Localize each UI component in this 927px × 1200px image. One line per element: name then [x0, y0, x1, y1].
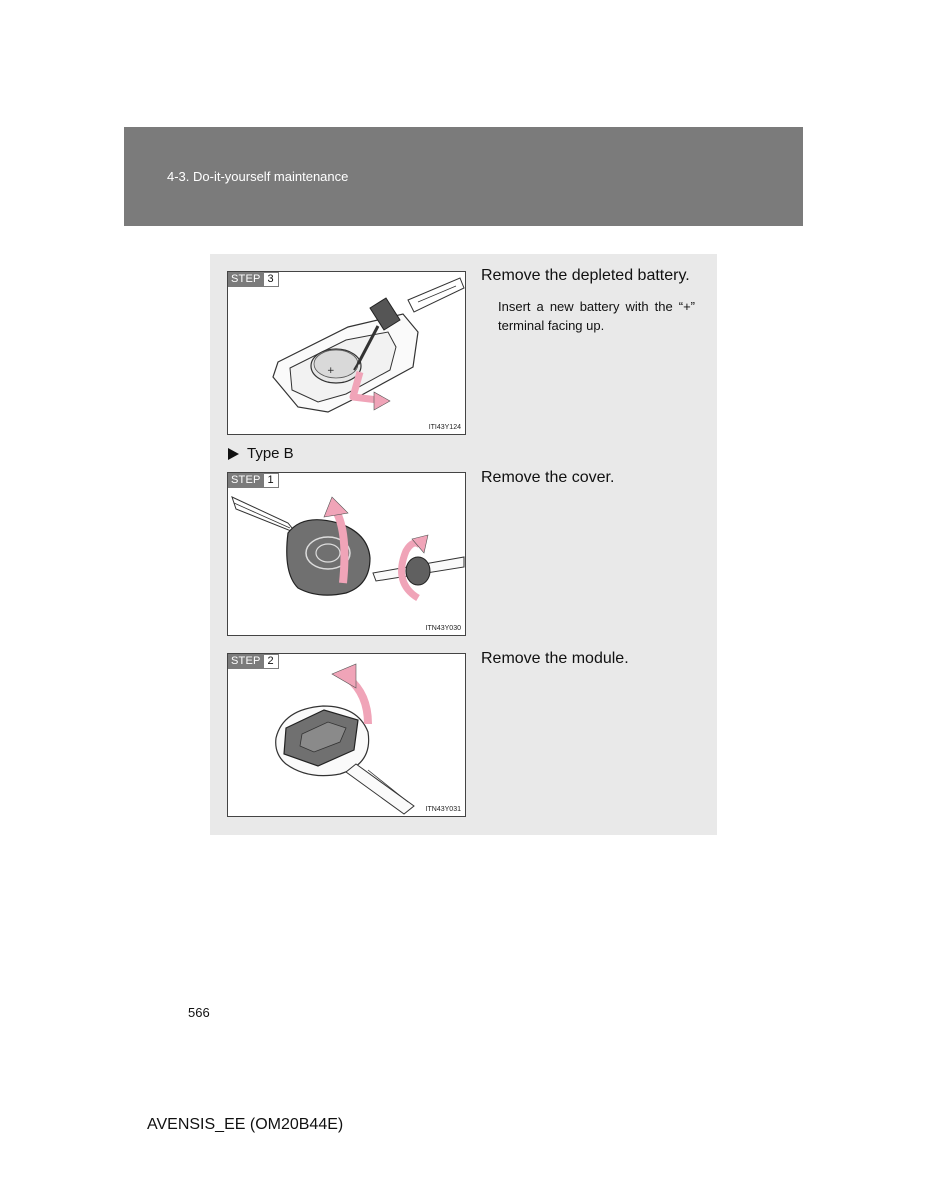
section-header	[124, 127, 803, 226]
step-2-figure	[227, 653, 466, 817]
battery-removal-illustration	[228, 272, 467, 436]
type-b-heading	[228, 445, 294, 462]
svg-text:+: +	[327, 366, 335, 376]
page-number: 566	[188, 1005, 210, 1020]
document-footer: AVENSIS_EE (OM20B44E)	[147, 1116, 344, 1133]
step-number: 3	[264, 272, 279, 287]
module-removal-illustration	[228, 654, 467, 818]
step-label: STEP	[228, 654, 264, 669]
section-title: 4-3. Do-it-yourself maintenance	[167, 169, 349, 184]
step-label: STEP	[228, 272, 264, 287]
battery-note: Insert a new battery with the “+” terminal facing up.	[498, 299, 695, 333]
cover-removal-illustration	[228, 473, 467, 637]
step-badge	[228, 272, 279, 287]
step-badge	[228, 654, 279, 669]
triangle-bullet-icon	[228, 448, 239, 460]
step-2-instruction: Remove the module.	[481, 650, 629, 667]
step-number: 1	[264, 473, 279, 488]
figure-code: ITI43Y124	[428, 424, 461, 431]
step-label: STEP	[228, 473, 264, 488]
step-1-figure	[227, 472, 466, 636]
step-badge	[228, 473, 279, 488]
step-number: 2	[264, 654, 279, 669]
figure-code: ITN43Y030	[425, 625, 461, 632]
type-b-label: Type B	[247, 445, 294, 462]
figure-code: ITN43Y031	[425, 806, 461, 813]
step-3-figure	[227, 271, 466, 435]
step-3-instruction: Remove the depleted battery.	[481, 267, 690, 284]
step-1-instruction: Remove the cover.	[481, 469, 615, 486]
